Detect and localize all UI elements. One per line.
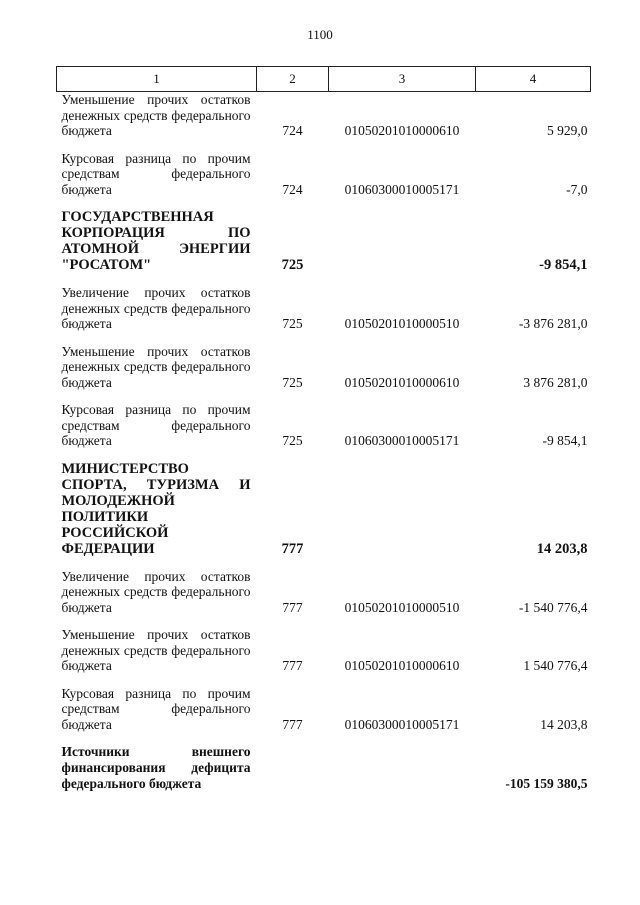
row-budget-code: 01060300010005171 [344,433,460,448]
row-admin-code: 725 [282,316,303,331]
total-amount: -105 159 380,5 [505,776,588,791]
column-header-3: 3 [329,67,476,92]
row-spacer [57,139,591,151]
column-header-2: 2 [257,67,329,92]
row-name: ГОСУДАРСТВЕННАЯ КОРПОРАЦИЯ ПО АТОМНОЙ ЭНЕРГИИ "РОСАТОМ" [61,209,251,273]
row-amount: -9 854,1 [539,257,588,273]
column-header-4: 4 [476,67,591,92]
row-admin-code: 725 [282,433,303,448]
row-name: Увеличение прочих остатков денежных средств федерального бюджета [61,285,251,331]
total-admin-code [257,744,329,792]
row-budget-code: 01050201010000610 [344,658,460,673]
row-admin-code: 724 [282,123,303,138]
row-amount: 14 203,8 [540,716,588,732]
table-row [57,92,591,139]
row-budget-code: 01050201010000610 [344,374,460,390]
row-admin-code: 777 [281,540,304,557]
row-budget-code: 01060300010005171 [344,716,460,732]
table-row [57,285,591,332]
row-name: Увеличение прочих остатков денежных средств федерального бюджета [61,568,251,615]
row-amount: 3 876 281,0 [523,374,588,390]
row-admin-code: 724 [282,181,303,197]
row-amount: -3 876 281,0 [518,316,588,331]
table-row [57,686,591,733]
table-row [57,209,591,273]
row-name: Уменьшение прочих остатков денежных средств федерального бюджета [61,92,251,138]
row-spacer [57,557,591,569]
table-row [57,569,591,616]
row-amount: -7,0 [566,181,588,197]
row-spacer [57,615,591,627]
row-amount: -1 540 776,4 [518,599,588,615]
row-spacer [57,332,591,344]
row-name: Курсовая разница по прочим средствам федерального бюджета [61,685,251,732]
table-body [57,92,591,793]
row-spacer [57,390,591,402]
row-budget-code [329,209,476,273]
budget-table [56,66,591,792]
row-admin-code: 777 [282,658,303,673]
row-spacer [57,674,591,686]
row-spacer [57,449,591,461]
row-budget-code [329,461,476,557]
row-amount: -9 854,1 [542,433,588,448]
table-row [57,402,591,449]
row-name: Уменьшение прочих остатков денежных средств федерального бюджета [61,343,251,390]
row-amount: 14 203,8 [536,540,588,557]
row-admin-code: 777 [282,599,303,615]
row-admin-code: 725 [281,257,304,273]
page-number: 1100 [307,27,333,42]
row-spacer [57,197,591,209]
column-header-1: 1 [57,67,257,92]
table-row [57,151,591,198]
row-name: Уменьшение прочих остатков денежных средств федерального бюджета [61,627,251,673]
total-name: Источники внешнего финансирования дефицита федерального бюджета [61,744,251,791]
row-spacer [57,732,591,744]
row-budget-code: 01050201010000510 [344,599,460,615]
row-budget-code: 01050201010000510 [344,316,460,331]
row-name: МИНИСТЕРСТВО СПОРТА, ТУРИЗМА И МОЛОДЕЖНОЙ ПОЛИТИКИ РОССИЙСКОЙ ФЕДЕРАЦИИ [61,460,251,557]
table-row [57,461,591,557]
row-budget-code: 01060300010005171 [344,181,460,197]
row-budget-code: 01050201010000610 [344,123,460,138]
row-admin-code: 777 [282,716,303,732]
row-name: Курсовая разница по прочим средствам федерального бюджета [61,150,251,197]
total-row [57,744,591,792]
row-amount: 1 540 776,4 [523,658,588,673]
row-amount: 5 929,0 [547,123,588,138]
total-budget-code [329,744,476,792]
row-admin-code: 725 [282,374,303,390]
table-row [57,627,591,674]
row-name: Курсовая разница по прочим средствам федерального бюджета [61,402,251,448]
table-header [57,67,591,92]
table-row [57,344,591,391]
row-spacer [57,273,591,285]
